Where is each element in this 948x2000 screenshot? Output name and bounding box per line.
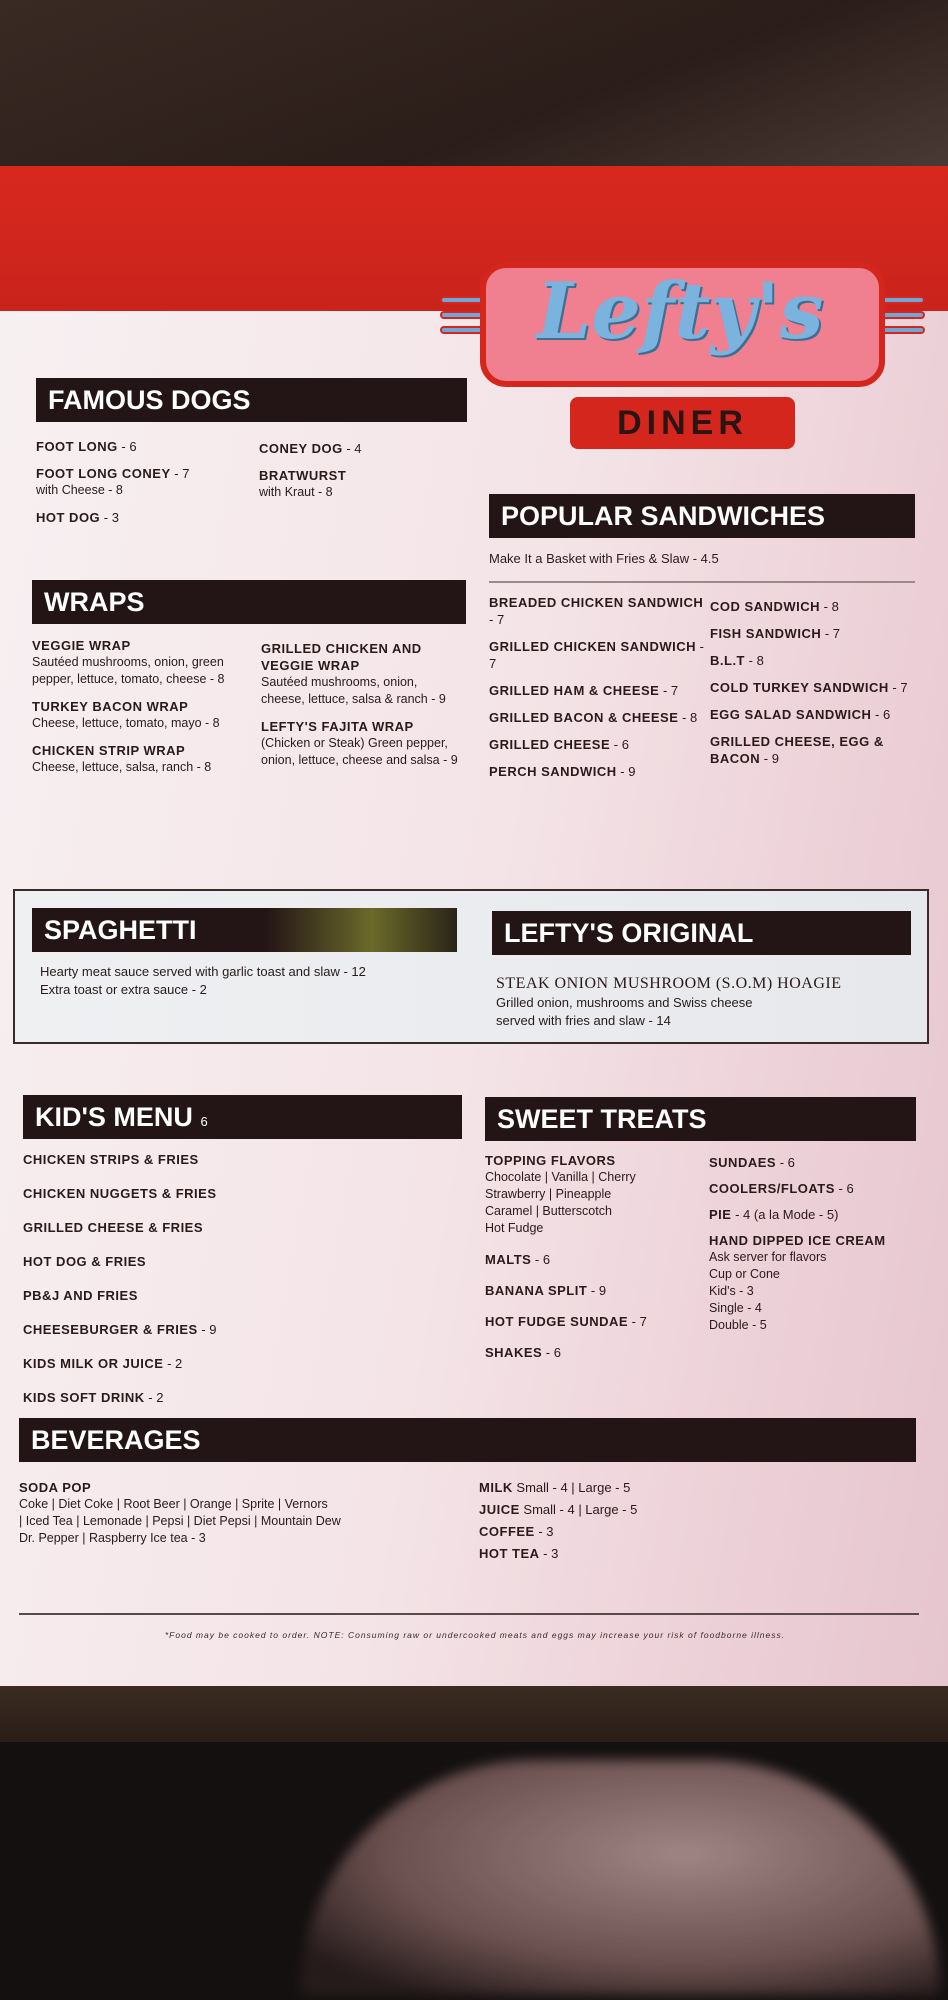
menu-item: FOOT LONG CONEY - 7 with Cheese - 8: [36, 465, 256, 499]
famous-dogs-right: [259, 440, 459, 511]
item-price: 6: [129, 439, 137, 454]
item-name: FOOT LONG: [36, 439, 118, 454]
item-price: 6: [787, 1155, 795, 1170]
table-surface: [0, 0, 948, 170]
item-desc: Hot Fudge: [485, 1221, 544, 1235]
leftys-original-header: LEFTY'S ORIGINAL: [492, 911, 911, 955]
item-price: 7: [832, 626, 841, 641]
menu-item: [32, 742, 257, 776]
item-name: TOPPING FLAVORS: [485, 1153, 616, 1168]
item-desc: Coke | Diet Coke | Root Beer | Orange | Sprite | Vernors: [19, 1497, 328, 1511]
menu-item: [709, 1232, 929, 1334]
spaghetti-desc: Hearty meat sauce served with garlic toast and slaw - 12: [40, 964, 366, 979]
menu-item: CHEESEBURGER & FRIES - 9: [23, 1322, 217, 1337]
kids-menu-header: [23, 1095, 462, 1139]
menu-item: GRILLED CHEESE - 6: [489, 737, 629, 752]
item-name: GRILLED CHEESE: [489, 737, 611, 752]
menu-item: HOT TEA - 3: [479, 1546, 559, 1561]
soda-pop-item: [19, 1479, 459, 1547]
item-name: PERCH SANDWICH: [489, 764, 617, 779]
item-name: TURKEY BACON WRAP: [32, 699, 189, 714]
menu-item: SUNDAES - 6: [709, 1155, 795, 1170]
item-name: PIE: [709, 1207, 732, 1222]
item-price: 7: [900, 680, 908, 695]
item-name: GRILLED CHICKEN AND VEGGIE WRAP: [261, 641, 422, 673]
item-price: 7: [489, 656, 497, 671]
wraps-header: WRAPS: [32, 580, 466, 624]
menu-item: [261, 718, 461, 769]
item-price: 4: [743, 1207, 751, 1222]
sweets-left: [485, 1152, 705, 1375]
menu-item: B.L.T - 8: [710, 653, 764, 668]
item-desc: | Iced Tea | Lemonade | Pepsi | Diet Pepsi | Mountain Dew: [19, 1514, 341, 1528]
item-desc: Cheese, lettuce, tomato, mayo - 8: [32, 716, 220, 730]
menu-item: CONEY DOG - 4: [259, 441, 362, 456]
item-desc: Double - 5: [709, 1318, 767, 1332]
item-name: JUICE: [479, 1502, 520, 1517]
spaghetti-header: SPAGHETTI: [32, 908, 457, 952]
item-name: SODA POP: [19, 1480, 92, 1495]
item-name: CONEY DOG: [259, 441, 343, 456]
menu-item: [23, 1185, 453, 1202]
menu-item: [479, 1479, 879, 1496]
item-price: 8: [756, 653, 764, 668]
item-price: 6: [846, 1181, 854, 1196]
item-desc: Strawberry | Pineapple: [485, 1187, 612, 1201]
item-price: 6: [882, 707, 891, 722]
menu-item: PERCH SANDWICH - 9: [489, 764, 636, 779]
sandwiches-right: [710, 598, 925, 777]
item-name: BRATWURST: [259, 468, 347, 483]
menu-item: [485, 1152, 705, 1237]
item-name: CHICKEN NUGGETS & FRIES: [23, 1186, 217, 1201]
kids-items: [23, 1151, 453, 1423]
item-price: 2: [156, 1390, 164, 1405]
menu-item: [23, 1287, 453, 1304]
item-name: VEGGIE WRAP: [32, 638, 131, 653]
item-name: GRILLED CHEESE & FRIES: [23, 1220, 204, 1235]
item-extra: (a la Mode - 5): [753, 1207, 839, 1222]
item-name: CHEESEBURGER & FRIES: [23, 1322, 198, 1337]
leftys-diner-logo: [440, 262, 925, 454]
item-name: HOT FUDGE SUNDAE: [485, 1314, 629, 1329]
item-price: 8: [831, 599, 839, 614]
item-name: COOLERS/FLOATS: [709, 1181, 835, 1196]
item-desc: Ask server for flavors: [709, 1250, 827, 1264]
item-desc: Cheese, lettuce, salsa, ranch - 8: [32, 760, 212, 774]
menu-item: BANANA SPLIT - 9: [485, 1283, 607, 1298]
famous-dogs-left: [36, 438, 256, 536]
menu-item: SHAKES - 6: [485, 1345, 561, 1360]
spaghetti-extra: Extra toast or extra sauce - 2: [40, 982, 207, 997]
menu-item: [32, 637, 257, 688]
wraps-right: [261, 640, 461, 779]
menu-item: HOT DOG - 3: [36, 510, 119, 525]
som-hoagie-price: served with fries and slaw - 14: [496, 1013, 671, 1028]
item-desc: Kid's - 3: [709, 1284, 754, 1298]
menu-item: FISH SANDWICH - 7: [710, 626, 841, 641]
item-price: 4: [354, 441, 362, 456]
item-desc: Single - 4: [709, 1301, 762, 1315]
item-desc: Sautéed mushrooms, onion, green pepper, lettuce, tomato, cheese - 8: [32, 655, 225, 686]
item-price: 7: [496, 612, 505, 627]
item-name: EGG SALAD SANDWICH: [710, 707, 872, 722]
item-name: COLD TURKEY SANDWICH: [710, 680, 889, 695]
food-safety-note: *Food may be cooked to order. NOTE: Consuming raw or undercooked meats and eggs may increase your risk of foodborne illness.: [164, 1630, 786, 1640]
item-desc: with Kraut - 8: [259, 485, 333, 499]
item-name: BREADED CHICKEN SANDWICH: [489, 595, 704, 610]
menu-item: COD SANDWICH - 8: [710, 599, 839, 614]
menu-item: [259, 467, 459, 501]
menu-item: [32, 698, 257, 732]
item-price: 6: [542, 1252, 551, 1267]
famous-dogs-header: FAMOUS DOGS: [36, 378, 467, 422]
item-name: MALTS: [485, 1252, 532, 1267]
item-name: HOT DOG: [36, 510, 101, 525]
item-price: 7: [639, 1314, 647, 1329]
item-price: 7: [670, 683, 679, 698]
basket-note: Make It a Basket with Fries & Slaw - 4.5: [489, 551, 719, 566]
menu-item: PIE - 4 (a la Mode - 5): [709, 1207, 839, 1222]
item-name: B.L.T: [710, 653, 745, 668]
item-desc: Sautéed mushrooms, onion, cheese, lettuce, salsa & ranch - 9: [261, 675, 446, 706]
sandwiches-left: [489, 594, 704, 790]
beverages-right: [479, 1479, 879, 1567]
item-desc: (Chicken or Steak) Green pepper, onion, lettuce, cheese and salsa - 9: [261, 736, 458, 767]
item-name: HAND DIPPED ICE CREAM: [709, 1233, 886, 1248]
menu-item: KIDS MILK OR JUICE - 2: [23, 1356, 183, 1371]
item-name: GRILLED CHEESE, EGG & BACON: [710, 734, 884, 766]
item-desc: Cup or Cone: [709, 1267, 780, 1281]
item-name: CHICKEN STRIPS & FRIES: [23, 1152, 199, 1167]
logo-diner: DINER: [570, 397, 795, 449]
menu-item: MALTS - 6: [485, 1252, 551, 1267]
item-price: 6: [621, 737, 629, 752]
menu-item: EGG SALAD SANDWICH - 6: [710, 707, 891, 722]
menu-item: [23, 1253, 453, 1270]
menu-item: COOLERS/FLOATS - 6: [709, 1181, 854, 1196]
item-price: 9: [628, 764, 636, 779]
menu-item: [23, 1219, 453, 1236]
soda-pop: [19, 1479, 459, 1557]
item-name: BANANA SPLIT: [485, 1283, 588, 1298]
kids-menu-title: KID'S MENU: [35, 1102, 193, 1132]
som-hoagie-name: STEAK ONION MUSHROOM (S.O.M) HOAGIE: [496, 975, 842, 992]
table-edge: [0, 1686, 948, 1742]
item-desc: Dr. Pepper | Raspberry Ice tea - 3: [19, 1531, 206, 1545]
item-name: COFFEE: [479, 1524, 535, 1539]
item-price: 3: [546, 1524, 554, 1539]
item-name: CHICKEN STRIP WRAP: [32, 743, 186, 758]
item-name: KIDS MILK OR JUICE: [23, 1356, 164, 1371]
item-price: 9: [771, 751, 779, 766]
wraps-left: [32, 637, 257, 786]
menu-item: HOT FUDGE SUNDAE - 7: [485, 1314, 647, 1329]
item-extra: Small - 4 | Large - 5: [516, 1480, 631, 1495]
menu-item: GRILLED CHEESE, EGG & BACON - 9: [710, 734, 884, 766]
item-desc: Caramel | Butterscotch: [485, 1204, 612, 1218]
kids-menu-price: 6: [200, 1114, 208, 1129]
item-price: 8: [689, 710, 698, 725]
item-name: FISH SANDWICH: [710, 626, 822, 641]
item-desc: with Cheese - 8: [36, 483, 123, 497]
menu-item: COLD TURKEY SANDWICH - 7: [710, 680, 908, 695]
item-name: GRILLED CHICKEN SANDWICH: [489, 639, 696, 654]
menu-item: COFFEE - 3: [479, 1524, 554, 1539]
item-name: KIDS SOFT DRINK: [23, 1390, 145, 1405]
item-price: 3: [111, 510, 119, 525]
menu-item: GRILLED BACON & CHEESE - 8: [489, 710, 698, 725]
item-name: COD SANDWICH: [710, 599, 820, 614]
item-name: FOOT LONG CONEY: [36, 466, 171, 481]
item-desc: Chocolate | Vanilla | Cherry: [485, 1170, 636, 1184]
item-name: GRILLED BACON & CHEESE: [489, 710, 679, 725]
menu-item: [23, 1151, 453, 1168]
item-price: 7: [182, 466, 190, 481]
item-name: MILK: [479, 1480, 513, 1495]
beverages-header: BEVERAGES: [19, 1418, 916, 1462]
item-price: 3: [551, 1546, 559, 1561]
item-extra: Small - 4 | Large - 5: [523, 1502, 638, 1517]
sweets-right: [709, 1154, 929, 1343]
logo-script: Lefty's: [536, 266, 824, 357]
menu-item: GRILLED HAM & CHEESE - 7: [489, 683, 679, 698]
item-name: SUNDAES: [709, 1155, 777, 1170]
menu-item: BREADED CHICKEN SANDWICH - 7: [489, 595, 704, 627]
item-price: 6: [553, 1345, 561, 1360]
item-price: 2: [175, 1356, 183, 1371]
item-name: PB&J AND FRIES: [23, 1288, 138, 1303]
item-price: 9: [598, 1283, 607, 1298]
menu-item: [479, 1501, 879, 1518]
popular-sandwiches-header: POPULAR SANDWICHES: [489, 494, 915, 538]
menu-item: [261, 640, 461, 708]
item-name: HOT TEA: [479, 1546, 540, 1561]
menu-item: GRILLED CHICKEN SANDWICH - 7: [489, 639, 704, 671]
divider: [489, 581, 915, 583]
footer-divider: [19, 1613, 919, 1615]
sweet-treats-header: SWEET TREATS: [485, 1097, 916, 1141]
menu-item: FOOT LONG - 6: [36, 439, 137, 454]
item-name: LEFTY'S FAJITA WRAP: [261, 719, 414, 734]
item-name: HOT DOG & FRIES: [23, 1254, 147, 1269]
item-name: GRILLED HAM & CHEESE: [489, 683, 660, 698]
som-hoagie-desc: Grilled onion, mushrooms and Swiss cheese: [496, 995, 753, 1010]
menu-item: KIDS SOFT DRINK - 2: [23, 1390, 164, 1405]
item-price: 9: [209, 1322, 217, 1337]
item-name: SHAKES: [485, 1345, 543, 1360]
